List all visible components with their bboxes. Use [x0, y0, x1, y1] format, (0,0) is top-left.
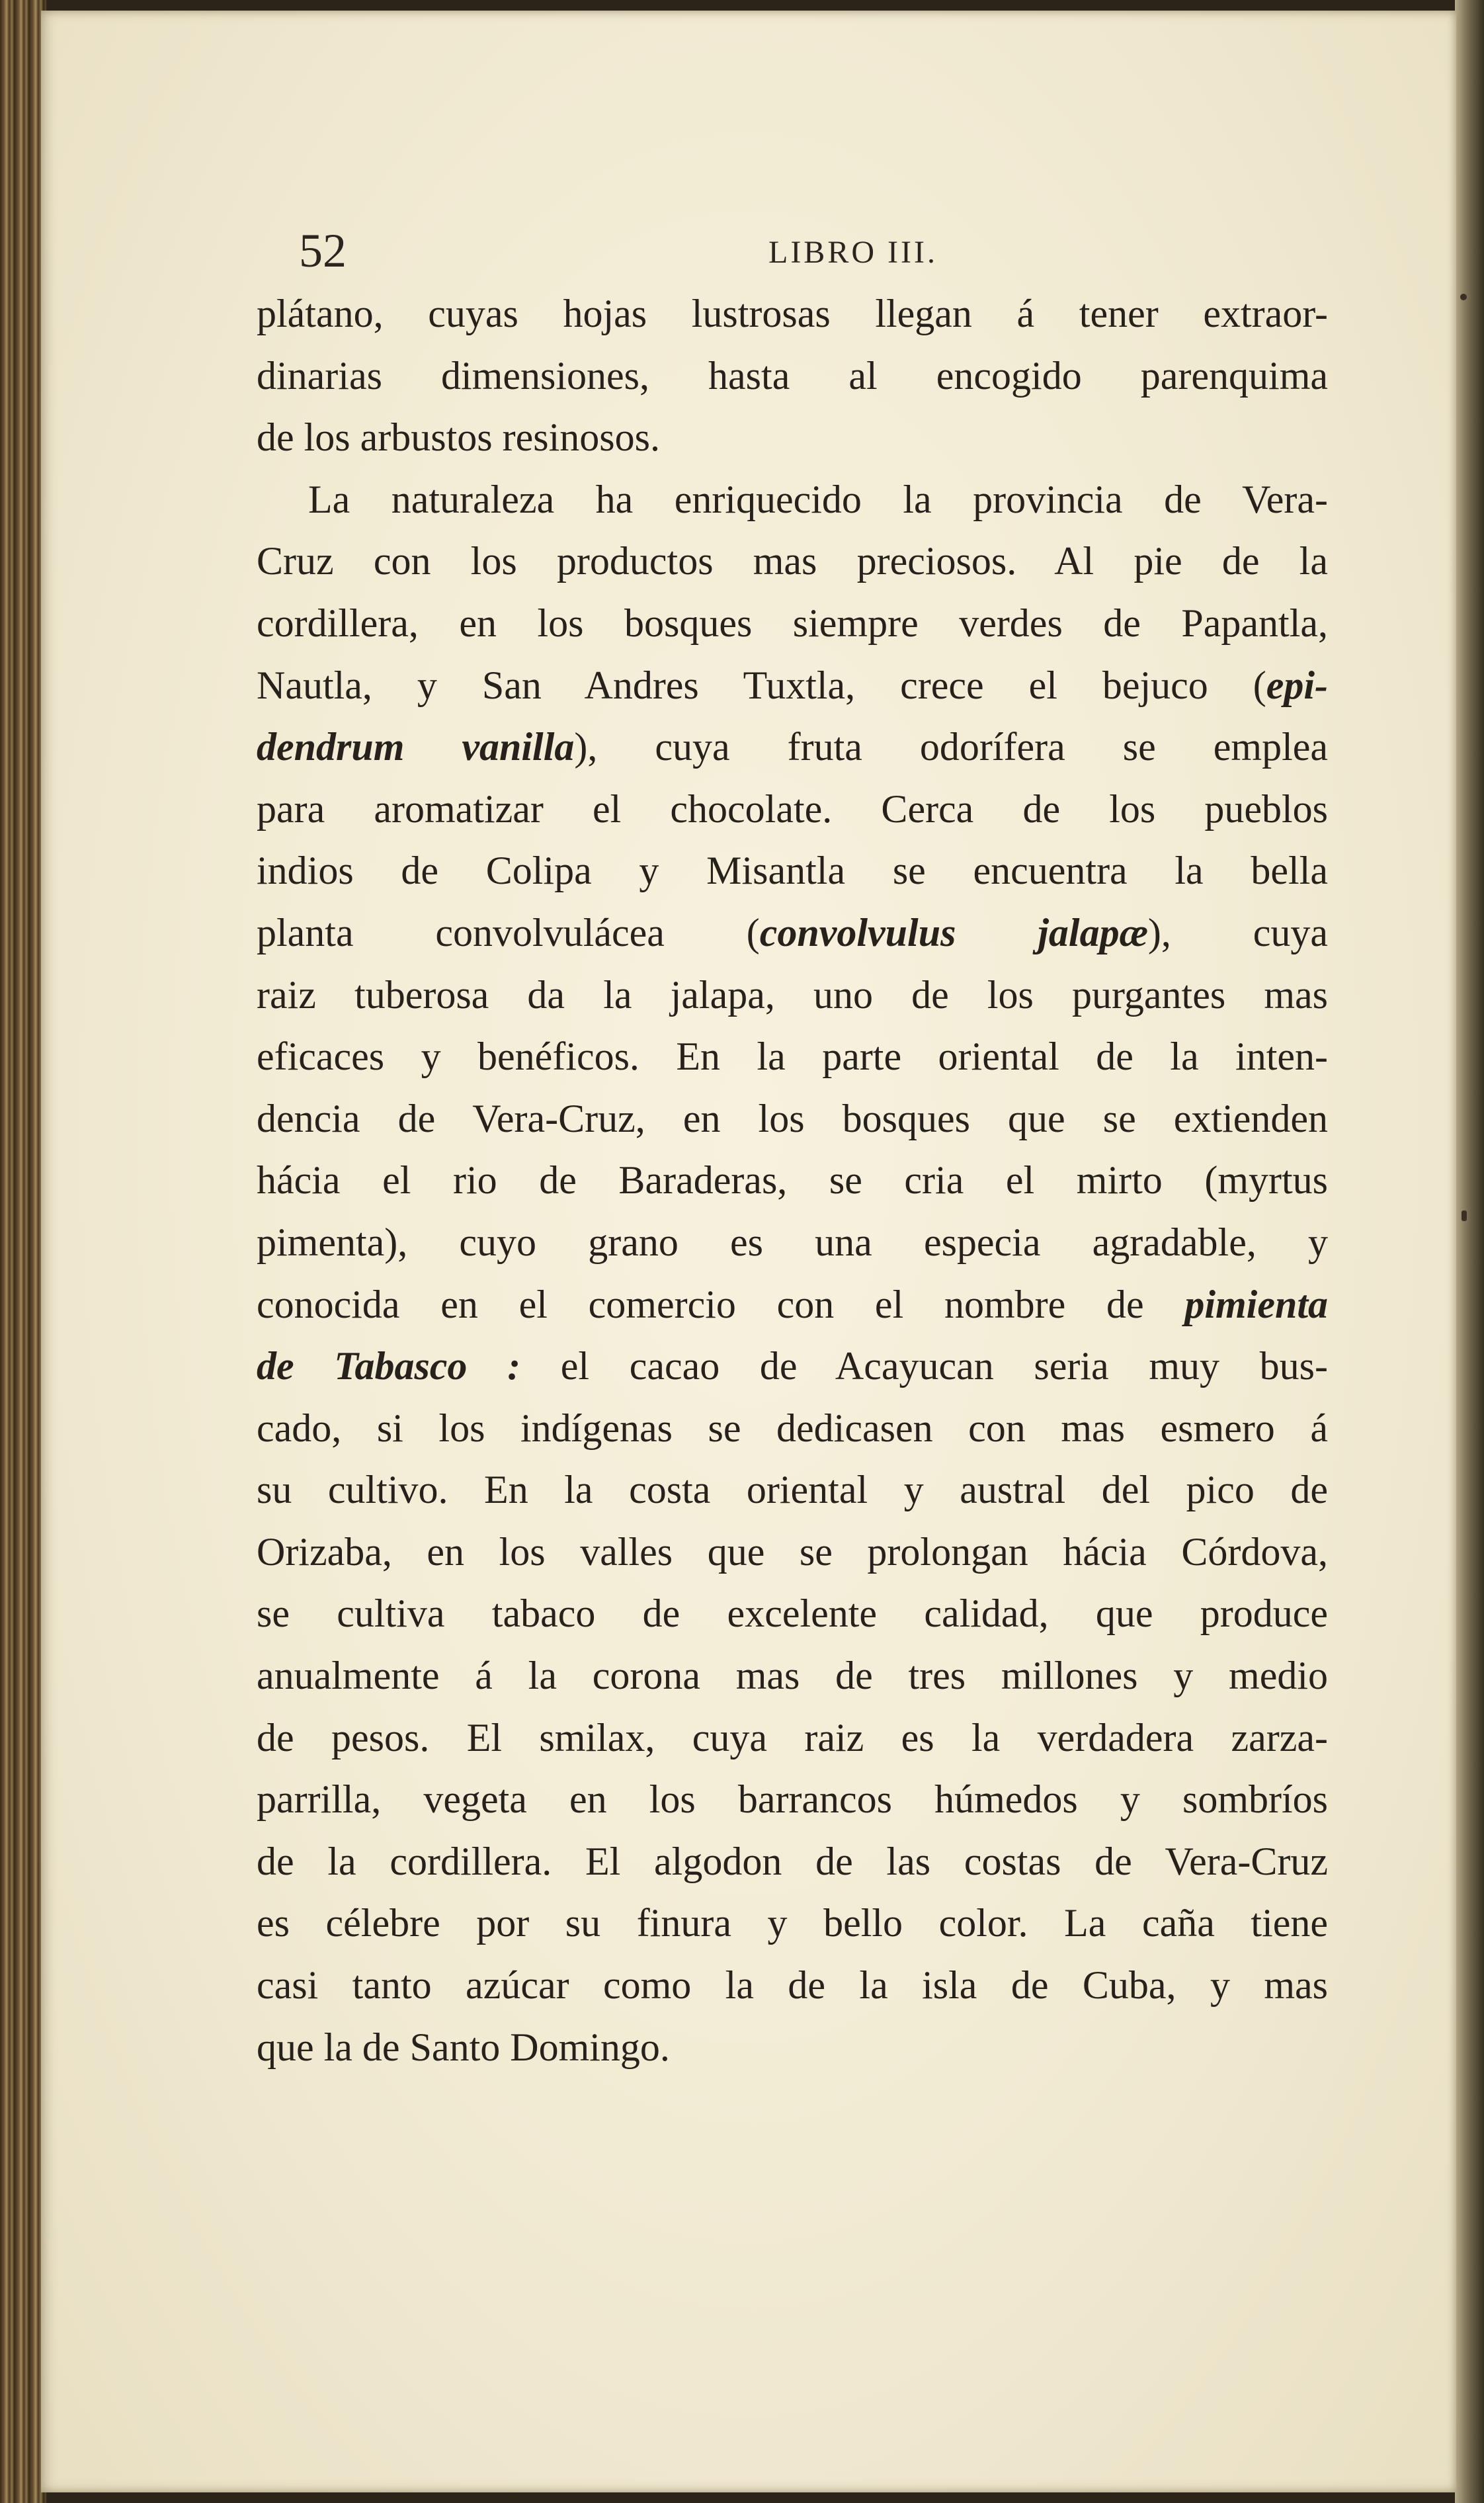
- text-run: ), cuya fruta odorífera se emplea: [574, 725, 1328, 769]
- text-run: ), cuya: [1147, 910, 1328, 955]
- text-line: dinarias dimensiones, hasta al encogido parenquima: [257, 353, 1328, 398]
- page-edge: [1455, 0, 1484, 2503]
- text-line: pimenta), cuyo grano es una especia agradable, y: [257, 1220, 1328, 1264]
- running-head: LIBRO III.: [768, 235, 938, 270]
- ink-spot: [1460, 294, 1467, 300]
- italic-term: epi-: [1266, 663, 1328, 707]
- text-line: se cultiva tabaco de excelente calidad, que produce: [257, 1591, 1328, 1636]
- body-text: [257, 283, 1328, 2078]
- text-line: La naturaleza ha enriquecido la provincia de Vera-: [308, 477, 1328, 521]
- text-line: que la de Santo Domingo.: [257, 2025, 670, 2069]
- text-line: es célebre por su finura y bello color. La caña tiene: [257, 1901, 1328, 1945]
- text-line: casi tanto azúcar como la de la isla de Cuba, y mas: [257, 1963, 1328, 2008]
- page-number: 52: [299, 224, 347, 277]
- text-line: [257, 1274, 1328, 1336]
- text-run: conocida en el comercio con el nombre de: [257, 1282, 1185, 1326]
- text-line: anualmente á la corona mas de tres millones y medio: [257, 1654, 1328, 1698]
- text-line: de la cordillera. El algodon de las costas de Vera-Cruz: [257, 1839, 1328, 1883]
- text-run: planta convolvulácea (: [257, 910, 760, 955]
- text-run: Nautla, y San Andres Tuxtla, crece el bejuco (: [257, 663, 1266, 707]
- text-line: [257, 716, 1328, 779]
- text-line: para aromatizar el chocolate. Cerca de los pueblos: [257, 786, 1328, 831]
- page-header: [299, 221, 1357, 280]
- ink-spot: [1462, 1210, 1467, 1221]
- text-line: hácia el rio de Baraderas, se cria el mirto (myrtus: [257, 1158, 1328, 1203]
- text-line: cordillera, en los bosques siempre verdes de Papantla,: [257, 601, 1328, 645]
- italic-term: dendrum vanilla: [257, 725, 575, 769]
- text-line: su cultivo. En la costa oriental y austral del pico de: [257, 1468, 1328, 1512]
- text-line: de los arbustos resinosos.: [257, 415, 660, 460]
- text-line: [257, 1336, 1328, 1398]
- text-line: Cruz con los productos mas preciosos. Al pie de la: [257, 539, 1328, 583]
- text-line: plátano, cuyas hojas lustrosas llegan á tener extraor-: [257, 292, 1328, 335]
- text-line: eficaces y benéficos. En la parte oriental de la inten-: [257, 1035, 1328, 1079]
- italic-term: de Tabasco :: [257, 1344, 521, 1388]
- text-line: [257, 655, 1328, 717]
- text-line: de pesos. El smilax, cuya raiz es la verdadera zarza-: [257, 1715, 1328, 1760]
- book-binding: [0, 0, 46, 2503]
- text-line: Orizaba, en los valles que se prolongan hácia Córdova,: [257, 1529, 1328, 1574]
- text-line: cado, si los indígenas se dedicasen con mas esmero á: [257, 1406, 1328, 1450]
- text-line: dencia de Vera-Cruz, en los bosques que se extienden: [257, 1096, 1328, 1140]
- text-line: [257, 902, 1328, 964]
- italic-term: convolvulus jalapæ: [759, 910, 1148, 955]
- text-run: el cacao de Acayucan seria muy bus-: [520, 1344, 1329, 1388]
- italic-term: pimienta: [1184, 1282, 1328, 1326]
- text-line: parrilla, vegeta en los barrancos húmedos y sombríos: [257, 1777, 1328, 1822]
- text-line: raiz tuberosa da la jalapa, uno de los purgantes mas: [257, 972, 1328, 1017]
- text-line: indios de Colipa y Misantla se encuentra la bella: [257, 849, 1328, 893]
